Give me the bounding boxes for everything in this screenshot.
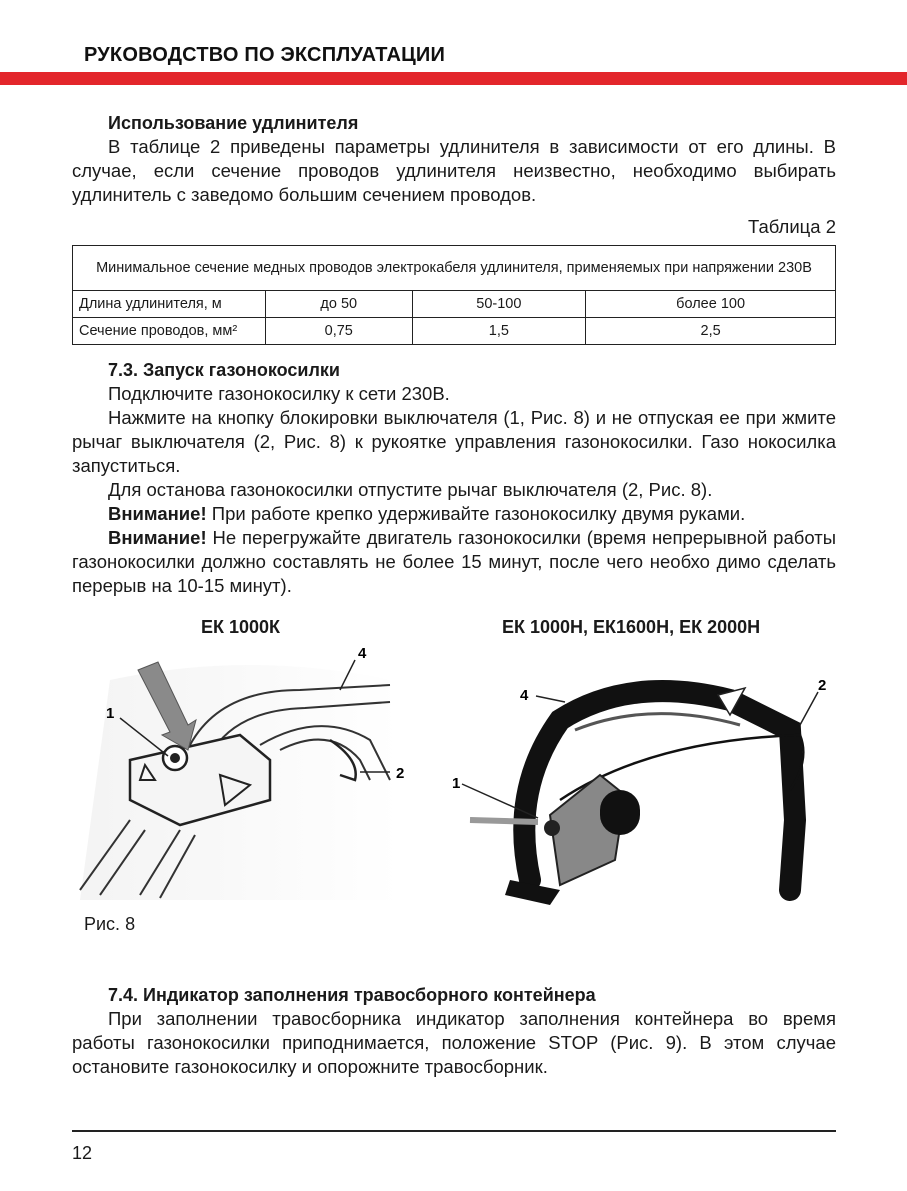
callout-1: 1 bbox=[452, 775, 461, 792]
section-extension bbox=[72, 111, 836, 345]
section-heading: 7.3. Запуск газонокосилки bbox=[108, 360, 340, 380]
warning-label: Внимание! bbox=[108, 503, 207, 524]
callout-4: 4 bbox=[358, 645, 367, 662]
page-number: 12 bbox=[72, 1143, 93, 1163]
table-cell: 2,5 bbox=[586, 318, 836, 345]
warning-text: Не перегружайте двигатель газонокосилки (время непрерывной работы газонокосилки должно составлять не более 15 минут, после чего необхо димо сделать перерыв на 10-15 минут). bbox=[72, 527, 836, 596]
warning-text: При работе крепко удерживайте газонокосилку двумя руками. bbox=[206, 503, 746, 524]
footer-divider bbox=[72, 1130, 836, 1132]
paragraph: Нажмите на кнопку блокировки выключателя (1, Рис. 8) и не отпуская ее при жмите рычаг выключателя (2, Рис. 8) к рукоятке управления газонокосилки. Газо нокосилка запуститься. bbox=[72, 407, 836, 476]
table-cell: 0,75 bbox=[266, 318, 413, 345]
paragraph: В таблице 2 приведены параметры удлинителя в зависимости от его длины. В случае, если сечение проводов удлинителя неизвестно, необходимо выбирать удлинитель с заведомо большим сечением проводов. bbox=[72, 136, 836, 205]
section-indicator bbox=[72, 983, 836, 1079]
table-cell: более 100 bbox=[586, 291, 836, 318]
callout-2: 2 bbox=[818, 677, 827, 694]
callout-1: 1 bbox=[106, 705, 115, 722]
table-caption: Таблица 2 bbox=[748, 216, 836, 237]
table-cell: до 50 bbox=[266, 291, 413, 318]
table-row bbox=[73, 291, 836, 318]
paragraph bbox=[72, 502, 836, 526]
section-heading: 7.4. Индикатор заполнения травосборного контейнера bbox=[108, 985, 596, 1005]
callout-4: 4 bbox=[520, 687, 529, 704]
paragraph bbox=[72, 526, 836, 598]
table-cell: 1,5 bbox=[412, 318, 586, 345]
callout-2: 2 bbox=[396, 765, 405, 782]
table-title-cell: Минимальное сечение медных проводов электрокабеля удлинителя, применяемых при напряжении 230В bbox=[73, 246, 836, 291]
figure-caption: Рис. 8 bbox=[84, 914, 136, 934]
figure-right-title: ЕК 1000Н, ЕК1600Н, ЕК 2000Н bbox=[502, 617, 761, 637]
table-cell: 50-100 bbox=[412, 291, 586, 318]
handle-illustration-ek1000k bbox=[70, 640, 430, 910]
figure-left-title: ЕК 1000К bbox=[201, 617, 281, 637]
table-row-label: Сечение проводов, мм² bbox=[73, 318, 266, 345]
table-row-label: Длина удлинителя, м bbox=[73, 291, 266, 318]
section-heading: Использование удлинителя bbox=[108, 113, 359, 133]
handle-illustration-ek1000h bbox=[450, 660, 840, 910]
warning-label: Внимание! bbox=[108, 527, 207, 548]
page-header-title: РУКОВОДСТВО ПО ЭКСПЛУАТАЦИИ bbox=[84, 44, 446, 66]
paragraph: Для останова газонокосилки отпустите рычаг выключателя (2, Рис. 8). bbox=[108, 479, 713, 500]
paragraph: При заполнении травосборника индикатор заполнения контейнера во время работы газонокосилки приподнимается, положение STOP (Рис. 9). В этом случае остановите газонокосилку и опорожните травосборник. bbox=[72, 1008, 836, 1077]
header-accent-bar bbox=[0, 72, 907, 85]
section-start bbox=[72, 358, 836, 598]
paragraph: Подключите газонокосилку к сети 230В. bbox=[108, 383, 450, 404]
extension-table bbox=[72, 245, 836, 345]
table-row bbox=[73, 318, 836, 345]
